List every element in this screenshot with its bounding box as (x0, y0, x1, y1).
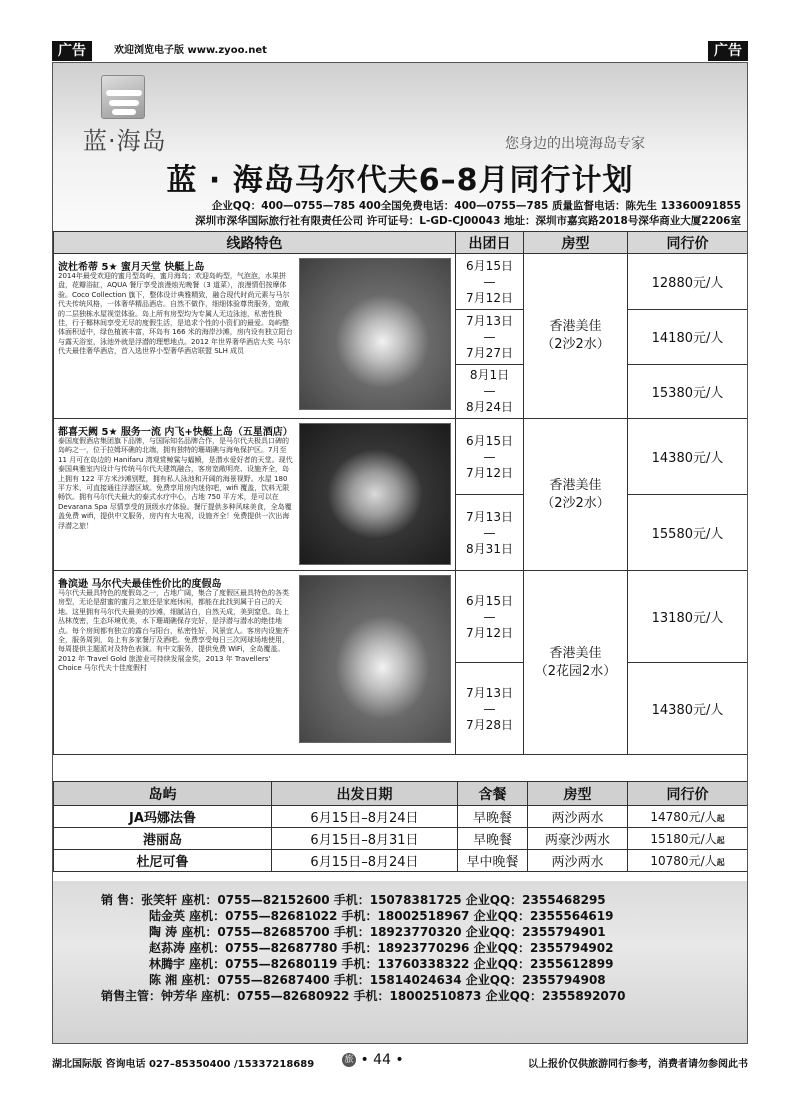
col-header-meal: 含餐 (458, 782, 528, 806)
dates: 6月15日–8月31日 (272, 828, 458, 850)
sales-manager-line: 销售主管：钟芳华 座机：0755—82680922 手机：18002510873 企业QQ：2355892070 (101, 989, 626, 1003)
col-header-price: 同行价 (628, 232, 748, 254)
footer-disclaimer: 以上报价仅供旅游同行参考，消费者请勿参阅此书 (528, 1059, 748, 1070)
departure-dates: 7月13日 — 8月31日 (456, 495, 524, 571)
room-type: 香港美佳 （2花园2水） (524, 571, 628, 755)
room: 两豪沙两水 (528, 828, 628, 850)
departure-dates: 7月13日 — 7月28日 (456, 663, 524, 755)
page-title: 蓝 · 海岛马尔代夫6–8月同行计划 (166, 163, 634, 198)
col-header-room: 房型 (524, 232, 628, 254)
price: 12880元/人 (628, 254, 748, 310)
table-row (54, 828, 748, 850)
price: 10780元/人起 (628, 850, 748, 872)
page-number: 旅 • 44 • (342, 1052, 404, 1068)
sales-contact-line: 陶 涛 座机：0755—82685700 手机：18923770320 企业QQ：2355794901 (149, 925, 606, 939)
table-row (54, 419, 748, 495)
route-description: 2014年最受欢迎的蜜月型岛屿，蜜月海岛；欢迎岛屿型，气泡泡，水果拼盘，花瓣浴缸，AQUA 餐厅享受浪漫烛光晚餐（3 道菜），浪漫情侣按摩体验。Coco Collection 旗下，整体设计典雅精致，融合现代时尚元素与马尔代夫传统风格，一体奢华精品酒店。自然不做作，细细体验尊贵服务，宽敞的二层独栋水屋视觉体验。岛上所有房型均为专属人无边泳池，私密性极佳，行于椰林间享受无尽的度假生活，是追求个性的小资们的最爱。岛屿整体面积适中，绿色植被丰富，环岛有 166 米的海岸沙滩，房内设有独立阳台与露天浴室，泳池外就是浮潜的理想地点。2012 年世界奢华酒店大奖 马尔代夫最佳奢华酒店，首入选世界小型奢华酒店联盟 SLH 成员 (58, 272, 293, 356)
route-title: 波杜希蒂 5★ 蜜月天堂 快艇上岛 (58, 262, 205, 273)
sales-contact-line: 销 售：张笑轩 座机：0755—82152600 手机：15078381725 企业QQ：2355468295 (101, 893, 606, 907)
island-photo-2 (299, 423, 451, 565)
departure-dates: 6月15日 — 7月12日 (456, 571, 524, 663)
price: 14180元/人 (628, 310, 748, 364)
sales-contact-line: 林腾宇 座机：0755—82680119 手机：13760338322 企业QQ：2355612899 (149, 957, 614, 971)
ad-frame (52, 62, 748, 1044)
route-cell-2 (54, 419, 456, 571)
sales-contact-line: 陆金英 座机：0755—82681022 手机：18002518967 企业QQ：2355564619 (149, 909, 614, 923)
room-type: 香港美佳 （2沙2水） (524, 254, 628, 419)
meal: 早晚餐 (458, 806, 528, 828)
room-type: 香港美佳 （2沙2水） (524, 419, 628, 571)
price: 14380元/人 (628, 663, 748, 755)
island-name: 港丽岛 (54, 828, 272, 850)
table-row (54, 254, 748, 310)
departure-dates: 6月15日 — 7月12日 (456, 254, 524, 310)
company-info-line: 深圳市深华国际旅行社有限责任公司 许可证号：L-GD-CJ00043 地址：深圳市嘉宾路2018号深华商业大厦2206室 (195, 215, 741, 227)
route-table-header (54, 232, 748, 254)
price: 13180元/人 (628, 571, 748, 663)
route-title: 鲁滨逊 马尔代夫最佳性价比的度假岛 (58, 579, 222, 590)
table-row (54, 571, 748, 663)
route-cell-3 (54, 571, 456, 755)
route-title: 都喜天阙 5★ 服务一流 内飞+快艇上岛（五星酒店） (58, 427, 293, 438)
price: 14380元/人 (628, 419, 748, 495)
meal: 早晚餐 (458, 828, 528, 850)
col-header-features: 线路特色 (54, 232, 456, 254)
top-bar (52, 41, 748, 61)
route-description: 泰国度假酒店集团旗下品牌，与国际知名品牌合作，是马尔代夫极具口碑的岛屿之一，位于拉姆环礁的北端，拥有独特的珊瑚礁与海龟保护区。7月至 11 月可在岛边的 Hanifaru 湾观赏鲸鲨与蝠鲼，是潜水爱好者的天堂。现代泰国典雅室内设计与传统马尔代夫建筑融合，客房宽敞明亮、设施齐全，岛上拥有 122 平方米沙滩别墅，拥有私人泳池和开阔的海景视野。水屋 180 平方米，可直接通往浮潜区域。免费享用房内迷你吧，wifi 覆盖，饮料无限畅饮。拥有马尔代夫最大的泰式水疗中心，占地 750 平方米，是可以在 Devarana Spa 尽情享受的顶级水疗体验。餐厅提供多种风味美食，全岛覆盖免费 wifi，提供中文服务，房内有大电视，设施齐全！免费提供一次出海浮潜之旅！ (58, 437, 293, 530)
route-description: 马尔代夫最具特色的度假岛之一，占地广阔，集合了度假区最具特色的各类房型，无论是甜蜜的蜜月之旅还是家庭休闲，都能在此找到属于自己的天地。这里拥有马尔代夫最美的沙滩，细腻洁白，自然天成，美到窒息。岛上丛林茂密，生态环境优美，水下珊瑚礁保存完好，是浮潜与潜水的绝佳地点。每个房间都有独立的露台与阳台，私密性好，风景宜人。客房内设施齐全，服务周到，岛上有多家餐厅及酒吧。免费享受每日三次网球场地使用，每周提供主题派对及特色表演。有中文服务，提供免费 WiFi，全岛覆盖。2012 年 Travel Gold 旅游业可持续发展金奖，2013 年 Travellers' Choice 马尔代夫十佳度假村 (58, 589, 289, 673)
sales-contact-line: 陈 湘 座机：0755—82687400 手机：15814024634 企业QQ：2355794908 (149, 973, 606, 987)
travel-badge-icon: 旅 (342, 1053, 356, 1067)
header (53, 63, 747, 231)
col-header-price: 同行价 (628, 782, 748, 806)
contact-info-line: 企业QQ：400—0755—785 400全国免费电话：400—0755—785 质量监督电话：陈先生 13360091855 (211, 200, 741, 212)
ad-tag-right: 广告 (708, 41, 748, 61)
ad-tag-left: 广告 (52, 41, 92, 61)
table-row (54, 850, 748, 872)
island-photo-1 (299, 258, 451, 410)
col-header-departure: 出团日 (456, 232, 524, 254)
site-url-text[interactable]: 欢迎浏览电子版 www.zyoo.net (114, 45, 267, 56)
island-name: 杜尼可鲁 (54, 850, 272, 872)
dates: 6月15日–8月24日 (272, 850, 458, 872)
route-table (53, 231, 748, 755)
departure-dates: 7月13日 — 7月27日 (456, 310, 524, 364)
meal: 早中晚餐 (458, 850, 528, 872)
price: 14780元/人起 (628, 806, 748, 828)
col-header-island: 岛屿 (54, 782, 272, 806)
island-table (53, 781, 748, 872)
sales-contacts (53, 881, 747, 1043)
table-row (54, 806, 748, 828)
logo-wave-icon (101, 75, 145, 119)
sales-contact-line: 赵荪涛 座机：0755—82687780 手机：18923770296 企业QQ：2355794902 (149, 941, 614, 955)
footer (52, 1052, 748, 1072)
island-photo-3 (299, 575, 451, 743)
dates: 6月15日–8月24日 (272, 806, 458, 828)
route-cell-1 (54, 254, 456, 419)
departure-dates: 8月1日 — 8月24日 (456, 364, 524, 418)
price: 15380元/人 (628, 364, 748, 418)
island-table-header (54, 782, 748, 806)
price: 15180元/人起 (628, 828, 748, 850)
room: 两沙两水 (528, 806, 628, 828)
footer-edition-info: 湖北国际版 咨询电话 027–85350400 /15337218689 (52, 1059, 315, 1070)
slogan: 您身边的出境海岛专家 (505, 136, 645, 152)
departure-dates: 6月15日 — 7月12日 (456, 419, 524, 495)
logo-text: 蓝·海岛 (83, 127, 167, 155)
price: 15580元/人 (628, 495, 748, 571)
col-header-dates: 出发日期 (272, 782, 458, 806)
room: 两沙两水 (528, 850, 628, 872)
island-name: JA玛娜法鲁 (54, 806, 272, 828)
col-header-room: 房型 (528, 782, 628, 806)
